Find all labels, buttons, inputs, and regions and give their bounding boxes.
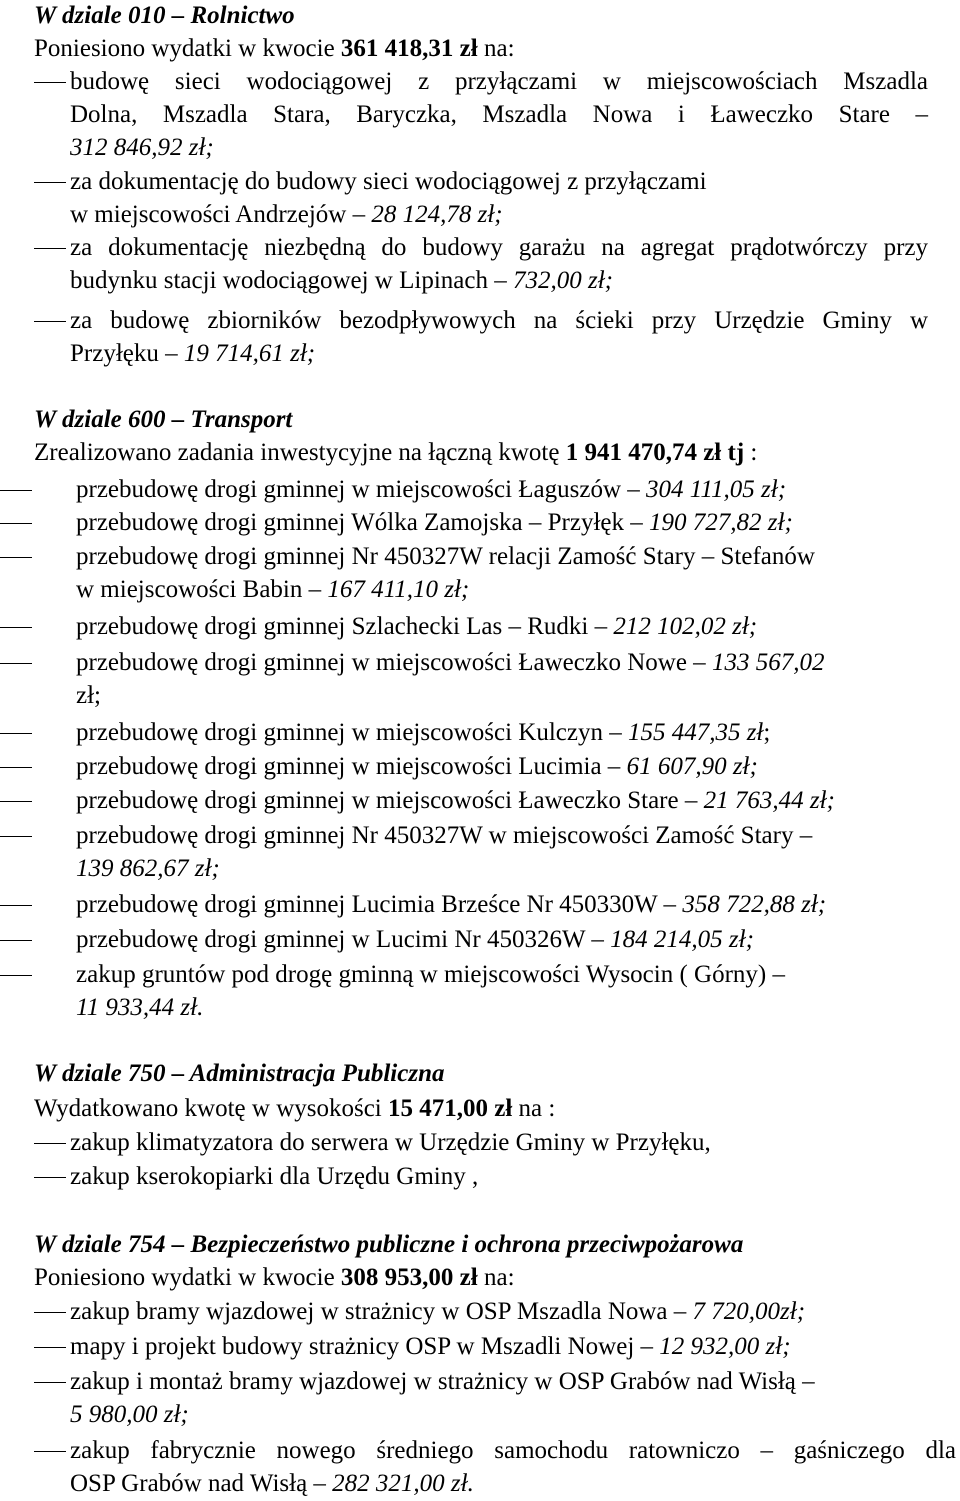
intro-750: Wydatkowano kwotę w wysokości 15 471,00 zł na : (34, 1095, 556, 1122)
dash-bullet (34, 166, 66, 198)
list-item-line: zakup fabrycznie nowego średniego samochodu ratowniczo – gaśniczego dla (70, 1437, 956, 1464)
dash-bullet (34, 1435, 66, 1467)
amount: 312 846,92 zł; (70, 134, 214, 161)
dash-bullet (0, 647, 32, 679)
list-item-line: zakup i montaż bramy wjazdowej w strażnicy w OSP Grabów nad Wisłą – (70, 1368, 815, 1395)
list-item-line: przebudowę drogi gminnej Lucimia Brześce Nr 450330W – 358 722,88 zł; (76, 891, 827, 918)
amount: 12 932,00 zł; (659, 1333, 791, 1360)
dash-bullet (0, 924, 32, 956)
dash-bullet (34, 66, 66, 98)
list-item-line: mapy i projekt budowy strażnicy OSP w Mszadli Nowej – 12 932,00 zł; (70, 1333, 791, 1360)
list-item-line: budowę sieci wodociągowej z przyłączami w miejscowościach Mszadla (70, 68, 928, 95)
list-item-line: budynku stacji wodociągowej w Lipinach – 732,00 zł; (70, 267, 613, 294)
list-item-line: Dolna, Mszadla Stara, Baryczka, Mszadla Nowa i Ławeczko Stare – (70, 101, 928, 128)
dash-bullet (0, 541, 32, 573)
list-item-line: przebudowę drogi gminnej w miejscowości Lucimia – 61 607,90 zł; (76, 753, 758, 780)
dash-bullet (0, 889, 32, 921)
amount: 155 447,35 zł (627, 719, 764, 746)
intro-754: Poniesiono wydatki w kwocie 308 953,00 zł na: (34, 1264, 515, 1291)
amount: 61 607,90 zł; (626, 753, 758, 780)
list-item-line: przebudowę drogi gminnej w Lucimi Nr 450326W – 184 214,05 zł; (76, 926, 754, 953)
list-item-line: przebudowę drogi gminnej w miejscowości Łaguszów – 304 111,05 zł; (76, 476, 787, 503)
amount: 7 720,00zł; (692, 1298, 806, 1325)
list-item-line: Przyłęku – 19 714,61 zł; (70, 340, 316, 367)
amount: 21 763,44 zł; (703, 787, 835, 814)
dash-bullet (34, 1161, 66, 1193)
list-item-line: zakup gruntów pod drogę gminną w miejscowości Wysocin ( Górny) – (76, 961, 786, 988)
dash-bullet (0, 717, 32, 749)
amount: 28 124,78 zł; (371, 201, 503, 228)
list-item-line: OSP Grabów nad Wisłą – 282 321,00 zł. (70, 1470, 474, 1497)
heading-750: W dziale 750 – Administracja Publiczna (34, 1060, 445, 1087)
heading-600: W dziale 600 – Transport (34, 406, 293, 433)
dash-bullet (34, 1127, 66, 1159)
list-item-line: za budowę zbiorników bezodpływowych na ścieki przy Urzędzie Gminy w (70, 307, 928, 334)
list-item-line: przebudowę drogi gminnej w miejscowości Kulczyn – 155 447,35 zł; (76, 719, 771, 746)
list-item-line: przebudowę drogi gminnej Nr 450327W w miejscowości Zamość Stary – (76, 822, 813, 849)
list-item-line: zakup kserokopiarki dla Urzędu Gminy , (70, 1163, 479, 1190)
list-item-line: przebudowę drogi gminnej Wólka Zamojska – Przyłęk – 190 727,82 zł; (76, 509, 793, 536)
amount: 282 321,00 zł. (332, 1470, 474, 1497)
dash-bullet (0, 820, 32, 852)
dash-bullet (34, 1366, 66, 1398)
intro-010: Poniesiono wydatki w kwocie 361 418,31 zł na: (34, 35, 515, 62)
list-item-line: w miejscowości Babin – 167 411,10 zł; (76, 576, 470, 603)
list-item-line: przebudowę drogi gminnej w miejscowości Ławeczko Stare – 21 763,44 zł; (76, 787, 835, 814)
amount: 11 933,44 zł. (76, 994, 204, 1021)
list-item-line: przebudowę drogi gminnej Szlachecki Las – Rudki – 212 102,02 zł; (76, 613, 758, 640)
amount: 732,00 zł; (512, 267, 613, 294)
list-item-line: za dokumentację niezbędną do budowy garażu na agregat prądotwórczy przy (70, 234, 928, 261)
heading-754: W dziale 754 – Bezpieczeństwo publiczne i ochrona przeciwpożarowa (34, 1231, 744, 1258)
dash-bullet (0, 751, 32, 783)
amount: 133 567,02 (711, 649, 825, 676)
list-item-line: zakup bramy wjazdowej w strażnicy w OSP Mszadla Nowa – 7 720,00zł; (70, 1298, 806, 1325)
amount: 139 862,67 zł; (76, 855, 220, 882)
amount: 358 722,88 zł; (682, 891, 827, 918)
amount: 167 411,10 zł; (327, 576, 470, 603)
list-item-line: przebudowę drogi gminnej Nr 450327W relacji Zamość Stary – Stefanów (76, 543, 815, 570)
dash-bullet (0, 474, 32, 506)
list-item-line: przebudowę drogi gminnej w miejscowości Ławeczko Nowe – 133 567,02 (76, 649, 825, 676)
amount: 5 980,00 zł; (70, 1401, 189, 1428)
dash-bullet (0, 785, 32, 817)
amount: 184 214,05 zł; (610, 926, 754, 953)
amount: 304 111,05 zł; (646, 476, 787, 503)
list-item-line: zł; (76, 682, 101, 709)
dash-bullet (34, 232, 66, 264)
list-item-line: za dokumentację do budowy sieci wodociągowej z przyłączami (70, 168, 707, 195)
dash-bullet (0, 507, 32, 539)
amount: 190 727,82 zł; (649, 509, 793, 536)
dash-bullet (0, 959, 32, 991)
intro-600: Zrealizowano zadania inwestycyjne na łączną kwotę 1 941 470,74 zł tj : (34, 439, 758, 466)
dash-bullet (34, 1331, 66, 1363)
dash-bullet (0, 611, 32, 643)
dash-bullet (34, 305, 66, 337)
heading-010: W dziale 010 – Rolnictwo (34, 2, 295, 29)
amount: 19 714,61 zł; (183, 340, 316, 367)
dash-bullet (34, 1296, 66, 1328)
list-item-line: w miejscowości Andrzejów – 28 124,78 zł; (70, 201, 503, 228)
list-item-line: zakup klimatyzatora do serwera w Urzędzie Gminy w Przyłęku, (70, 1129, 711, 1156)
amount: 212 102,02 zł; (613, 613, 758, 640)
